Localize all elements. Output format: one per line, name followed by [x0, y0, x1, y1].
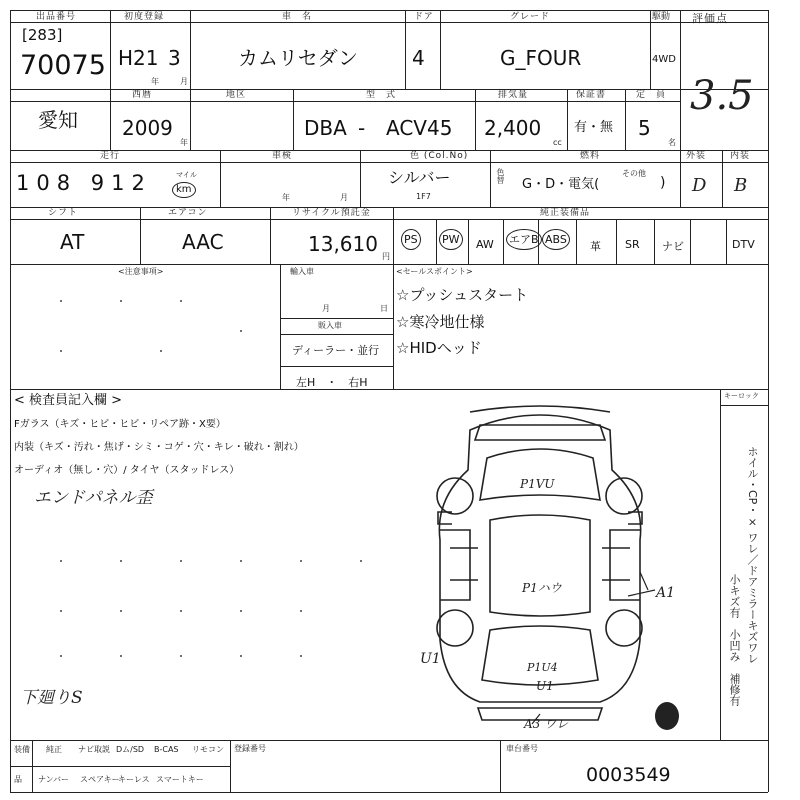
aircon-value: AAC [182, 230, 224, 254]
fuel-options: G・D・電気( [522, 177, 600, 192]
odometer-km-unit: km [172, 182, 196, 198]
inspection-month-unit: 月 [340, 193, 348, 202]
score-value: 3.5 [690, 73, 754, 119]
inspector-underbody: 下廻りS [20, 688, 83, 708]
inspector-audio: オーディオ（無し・穴）/ タイヤ（スタッドレス） [14, 465, 240, 476]
capacity-label: 定 員 [636, 90, 667, 100]
sales-points-label: <セールスポイント> [396, 267, 473, 276]
displacement-label: 排気量 [498, 90, 529, 100]
equipment-aw: AW [476, 238, 494, 251]
mark-left-rear: U1 [420, 651, 441, 667]
side-note-line2: 小キズ有 小凹み 補修有 [728, 574, 741, 706]
mark-right-side: A1 [656, 585, 676, 601]
grade-label: グレード [510, 12, 551, 22]
mark-roof: P1ハウ [522, 581, 562, 595]
footer-smart-key: スマートキー [156, 775, 204, 784]
warranty-label: 保証書 [576, 90, 607, 100]
model-prefix: DBA [304, 116, 347, 140]
lot-code: [283] [22, 26, 63, 44]
capacity-value: 5 [638, 116, 651, 140]
recycle-unit: 円 [382, 252, 390, 261]
import-dealer: ディーラー・並行 [292, 344, 380, 357]
sales-point-1: ☆プッシュスタート [396, 286, 529, 304]
import-day: 日 [380, 304, 388, 313]
displacement-value: 2,400 [484, 116, 542, 140]
import-month: 月 [322, 304, 330, 313]
displacement-unit: cc [553, 138, 562, 147]
car-name-label: 車 名 [282, 12, 313, 22]
footer-keyless: キーレス [118, 775, 150, 784]
interior-label: 内装 [730, 151, 751, 161]
model-year: 2009 [122, 116, 173, 140]
inspection-year-unit: 年 [282, 193, 290, 202]
first-reg-label: 初度登録 [124, 12, 165, 22]
exterior-grade: D [692, 175, 707, 196]
doors-value: 4 [412, 46, 425, 70]
inspector-note: エンドパネル歪 [34, 488, 153, 508]
keylock-label: キーロック [724, 392, 759, 400]
mark-rear: U1 [536, 679, 554, 693]
exhibit-no-label: 出品番号 [36, 12, 77, 22]
first-reg-year-unit: 年 [151, 77, 159, 86]
fuel-label: 燃料 [580, 151, 601, 161]
footer-bcas: B-CAS [154, 745, 179, 754]
year-label: 西暦 [132, 90, 153, 100]
footer-remote: リモコン [192, 745, 224, 754]
mark-trunk: P1U4 [527, 661, 558, 674]
footer-genuine: 純正 [46, 745, 62, 754]
model-code: ACV45 [386, 116, 453, 140]
capacity-unit: 名 [668, 138, 676, 147]
mark-rear-bumper: A3 ワレ [524, 717, 569, 731]
footer-navi-manual: ナビ取説 [78, 745, 110, 754]
reg-no-label: 登録番号 [234, 744, 266, 753]
fuel-other: その他 [622, 169, 646, 178]
equipment-navi: ナビ [662, 240, 684, 253]
fuel-close: ) [660, 175, 666, 191]
inspector-label: < 検査員記入欄 > [14, 393, 123, 408]
model-label: 型 式 [366, 90, 397, 100]
score-label: 評価点 [692, 12, 728, 25]
inspector-windshield: Fガラス（キズ・ヒビ・ヒビ・リペア跡・X要） [14, 419, 226, 430]
equipment-leather: 革 [590, 240, 601, 253]
footer-dm-sd: Dム/SD [116, 745, 145, 754]
first-reg-month: 3 [168, 46, 181, 70]
shift-value: AT [60, 230, 85, 254]
color-label: 色 (Col.No) [410, 151, 469, 161]
recycle-value: 13,610 [308, 232, 378, 256]
import-steering: 左H ・ 右H [296, 376, 368, 389]
footer-equip-label: 装備 [14, 745, 30, 754]
region-value: 愛知 [38, 108, 78, 132]
side-note-line1: ホイル・CP・× ワレ／ドアミラーキズワレ [746, 446, 759, 664]
inspection-label: 車検 [272, 151, 293, 161]
equipment-label: 純正装備品 [540, 208, 591, 218]
color-change-label: 色替 [496, 168, 505, 184]
car-name: カムリセダン [238, 46, 358, 70]
model-dash: - [358, 116, 366, 140]
color-code: 1F7 [416, 192, 431, 201]
first-reg-era: H21 [118, 46, 159, 70]
odometer-mile-unit: マイル [176, 171, 197, 179]
first-reg-month-unit: 月 [180, 77, 188, 86]
notes-label: <注意事項> [118, 267, 164, 276]
equipment-abs: ABS [542, 229, 570, 250]
lot-number: 70075 [20, 50, 106, 81]
model-year-unit: 年 [180, 138, 188, 147]
inspector-interior: 内装（キズ・汚れ・焦げ・シミ・コゲ・穴・キレ・破れ・割れ） [14, 442, 304, 453]
color-name: シルバー [388, 168, 451, 187]
serial-label: 車台番号 [506, 744, 538, 753]
odometer-label: 走行 [100, 151, 121, 161]
interior-grade: B [734, 175, 748, 196]
mark-bonnet: P1VU [520, 477, 555, 491]
exterior-label: 外装 [686, 151, 707, 161]
equipment-airbag: エアB [506, 229, 542, 250]
equipment-dtv: DTV [732, 238, 755, 251]
grade-value: G_FOUR [500, 46, 582, 70]
sales-point-2: ☆寒冷地仕様 [396, 313, 485, 331]
import-title: 輸入車 [290, 267, 314, 276]
footer-spare-key: スペアキー [80, 775, 120, 784]
drive-value: 4WD [652, 54, 676, 65]
drive-label: 駆動 [652, 12, 671, 22]
shift-label: シフト [48, 208, 79, 218]
serial-value: 0003549 [586, 764, 671, 786]
equipment-sr: SR [625, 238, 640, 251]
aircon-label: エアコン [168, 208, 208, 218]
footer-number: ナンバー [38, 775, 70, 784]
sales-point-3: ☆HIDヘッド [396, 339, 482, 357]
odometer-value: 108 912 [16, 171, 152, 195]
warranty-value: 有・無 [574, 120, 614, 135]
equipment-ps: PS [401, 229, 421, 250]
region-label: 地区 [226, 90, 247, 100]
footer-item-label: 品 [14, 775, 22, 784]
doors-label: ドア [414, 12, 434, 22]
import-dealer-label: 販入車 [318, 321, 342, 330]
equipment-pw: PW [439, 229, 463, 250]
recycle-label: リサイクル預託金 [292, 208, 371, 218]
